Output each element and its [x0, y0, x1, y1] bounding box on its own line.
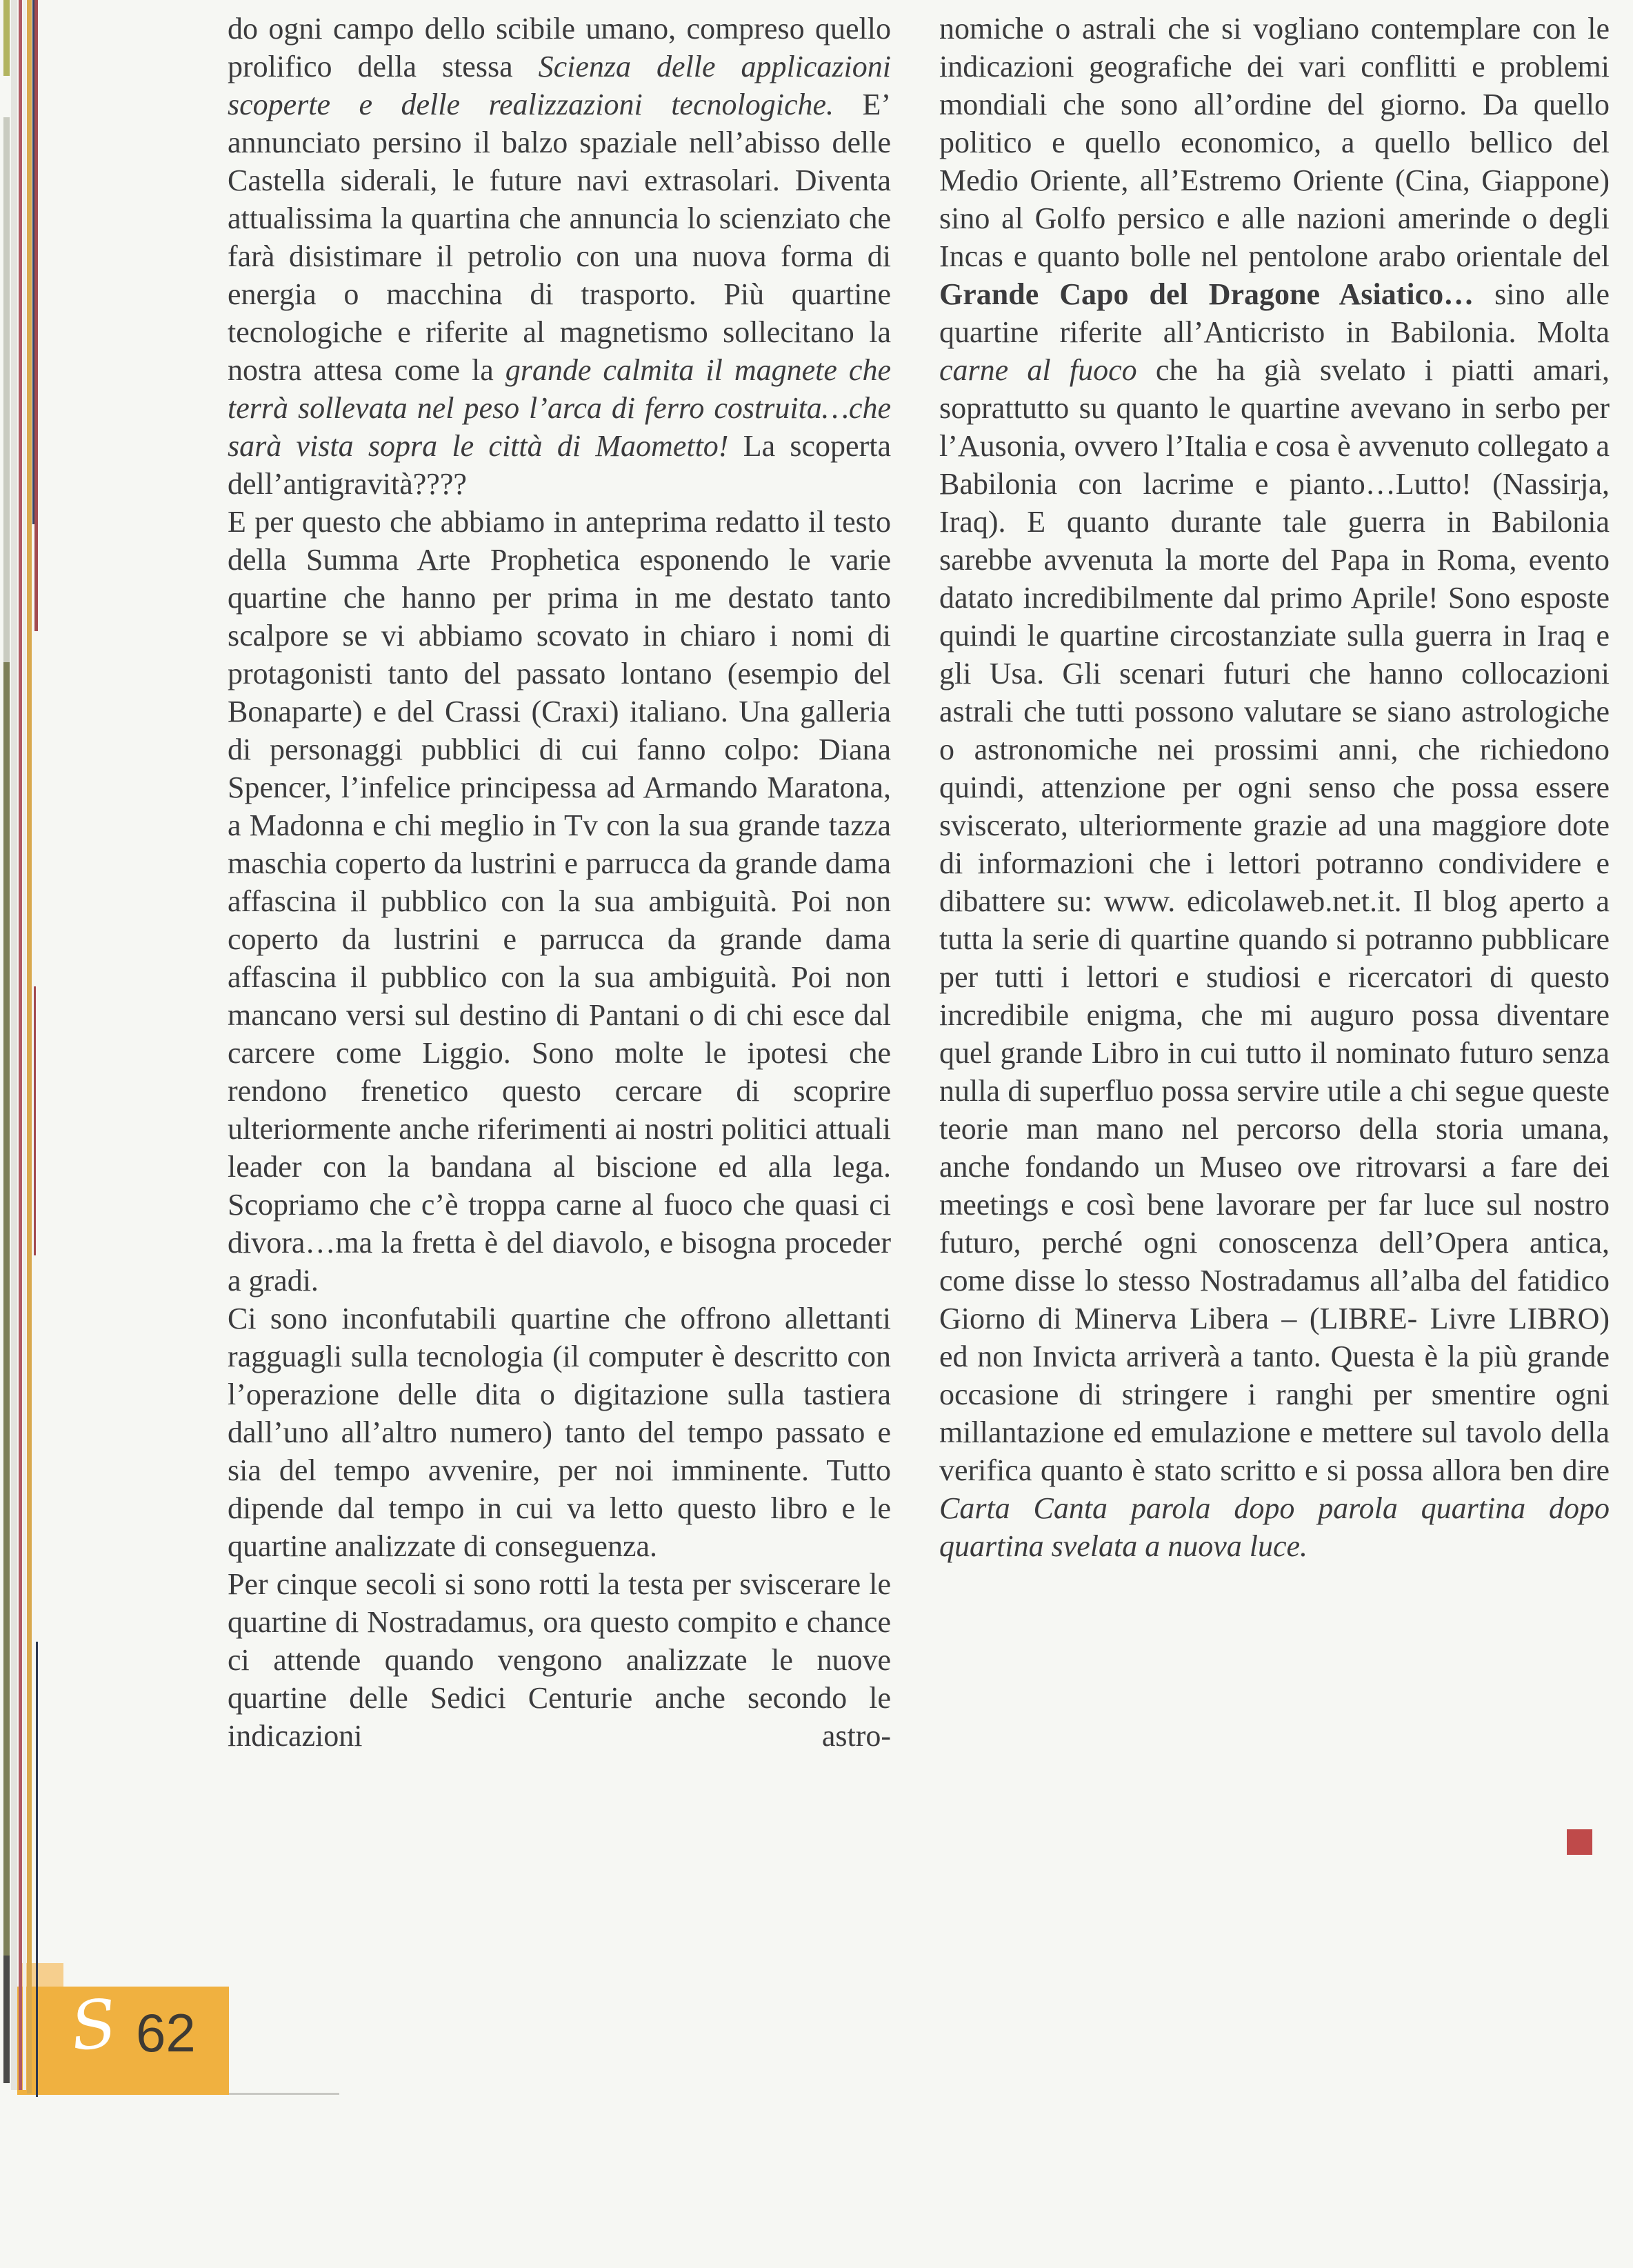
text-run: nomiche o astrali che si vogliano contemplare con le indicazioni geografiche dei vari conflitti e problemi mondiali che sono all’ordine del giorno. Da quello politico e quello economico, a quello bellico del Medio Oriente, all’Estremo Oriente (Cina, Giappone) sino al Golfo persico e alle nazioni amerinde o degli Incas e quanto bolle nel pentolone arabo orientale del — [939, 12, 1610, 273]
text-run: grande calmita il magnete che terrà sollevata nel peso l’arca di ferro costruita…che sarà vista sopra le città di Maometto! — [228, 353, 891, 463]
paragraph — [228, 503, 891, 1300]
text-run: Per cinque secoli si sono rotti la testa per sviscerare le quartine di Nostradamus, ora questo compito e chance ci attende quando vengono analizzate le nuove quartine delle Sedici Centurie anche secondo le indicazioni astro- — [228, 1567, 891, 1753]
page-edge-strip — [34, 0, 38, 631]
text-run: Ci sono inconfutabili quartine che offrono allettanti ragguagli sulla tecnologia (il computer è descritto con l’operazione delle dita o digitazione sulla tastiera dall’uno all’altro numero) tanto del tempo passato e sia del tempo avvenire, per noi imminente. Tutto dipende dal tempo in cui va letto questo libro e le quartine analizzate di conseguenza. — [228, 1302, 891, 1563]
page-edge-strip — [3, 662, 10, 1956]
text-run: Carta Canta parola dopo parola quartina dopo quartina svelata a nuova luce. — [939, 1491, 1610, 1563]
page-edge-strip — [23, 0, 26, 2090]
text-run: E per questo che abbiamo in anteprima redatto il testo della Summa Arte Prophetica esponendo le varie quartine che hanno per prima in me destato tanto scalpore se vi abbiamo scovato in chiaro i nomi di protagonisti tanto del passato lontano (esempio del Bonaparte) e del Crassi (Craxi) italiano. Una galleria di personaggi pubblici di cui fanno colpo: Diana Spencer, l’infelice principessa ad Armando Maratona, a Madonna e chi meglio in Tv con la sua grande tazza maschia coperto da lustrini e parrucca da grande dama affascina il pubblico con la sua ambiguità. Poi non coperto da lustrini e parrucca da grande dama affascina il pubblico con la sua ambiguità. Poi non mancano versi sul destino di Pantani o di chi esce dal carcere come Liggio. Sono molte le ipotesi che rendono frenetico questo cercare di scoprire ulteriormente anche riferimenti ai nostri politici attuali leader con la bandana al biscione ed alla lega. Scopriamo che c’è troppa carne al fuoco che quasi ci divora…ma la fretta è del diavolo, e bisogna proceder a gradi. — [228, 505, 891, 1297]
page-edge-strip — [3, 1956, 10, 2083]
text-run: La scoperta dell’antigravità???? — [228, 429, 891, 501]
ornament-s-icon: S — [67, 1984, 121, 2067]
text-column-right — [939, 10, 1610, 1565]
text-run: E’ annunciato persino il balzo spaziale nell’abisso delle Castella siderali, le future navi extrasolari. Diventa attualissima la quartina che annuncia lo scienziato che farà disistimare il petrolio con una nuova forma di energia o macchina di trasporto. Più quartine tecnologiche e riferite al magnetismo sollecitano la nostra attesa come la — [228, 88, 891, 387]
paragraph — [228, 10, 891, 503]
page-edge-strip — [36, 1642, 38, 2097]
tab-underline — [229, 2093, 339, 2095]
text-run: sino alle quartine riferite all’Anticristo in Babilonia. Molta — [939, 277, 1610, 349]
page-edge-strip — [34, 986, 36, 1255]
text-run: do ogni campo dello scibile umano, compreso quello prolifico della stessa — [228, 12, 891, 83]
page-edge-strip — [3, 117, 10, 662]
page-edge-strip — [11, 0, 17, 2090]
paragraph — [228, 1565, 891, 1755]
paragraph — [939, 10, 1610, 1565]
page-edge-strip — [3, 0, 10, 76]
page-edge-strip — [27, 0, 32, 2093]
page-number-tab — [17, 1984, 229, 2095]
page-number: 62 — [136, 2002, 196, 2063]
text-column-left — [228, 10, 891, 1755]
paragraph — [228, 1300, 891, 1565]
end-of-article-marker — [1567, 1829, 1592, 1855]
text-run: Scienza delle applicazioni scoperte e delle realizzazioni tecnologiche. — [228, 50, 892, 121]
text-run: Grande Capo del Dragone Asiatico… — [939, 277, 1474, 311]
text-run: che ha già svelato i piatti amari, soprattutto su quanto le quartine avevano in serbo per l’Ausonia, ovvero l’Italia e cosa è avvenuto collegato a Babilonia con lacrime e pianto…Lutto! (Nassirja, Iraq). E quanto durante tale guerra in Babilonia sarebbe avvenuta la morte del Papa in Roma, evento datato incredibilmente dal primo Aprile! Sono esposte quindi le quartine circostanziate sulla guerra in Iraq e gli Usa. Gli scenari futuri che hanno collocazioni astrali che tutti possono valutare se siano astrologiche o astronomiche nei prossimi anni, che richiedono quindi, attenzione per ogni senso che possa essere sviscerato, ulteriormente grazie ad una maggiore dote di informazioni che i lettori potranno condividere e dibattere su: www. edicolaweb.net.it. Il blog aperto a tutta la serie di quartine quando si potranno pubblicare per tutti i lettori e studiosi e ricercatori di questo incredibile enigma, che mi auguro possa diventare quel grande Libro in cui tutto il nominato futuro senza nulla di superfluo possa servire utile a chi segue queste teorie man mano nel percorso della storia umana, anche fondando un Museo ove ritrovarsi a fare dei meetings e così bene lavorare per far luce sul nostro futuro, perché ogni conoscenza dell’Opera antica, come disse lo stesso Nostradamus all’alba del fatidico Giorno di Minerva Libera – (LIBRE- Livre LIBRO) ed non Invicta arriverà a tanto. Questa è la più grande occasione di stringere i ranghi per smentire ogni millantazione ed emulazione e mettere sul tavolo della verifica quanto è stato scritto e si possa allora ben dire — [939, 353, 1610, 1487]
page-edge-strip — [19, 0, 22, 2090]
text-run: carne al fuoco — [939, 353, 1137, 387]
